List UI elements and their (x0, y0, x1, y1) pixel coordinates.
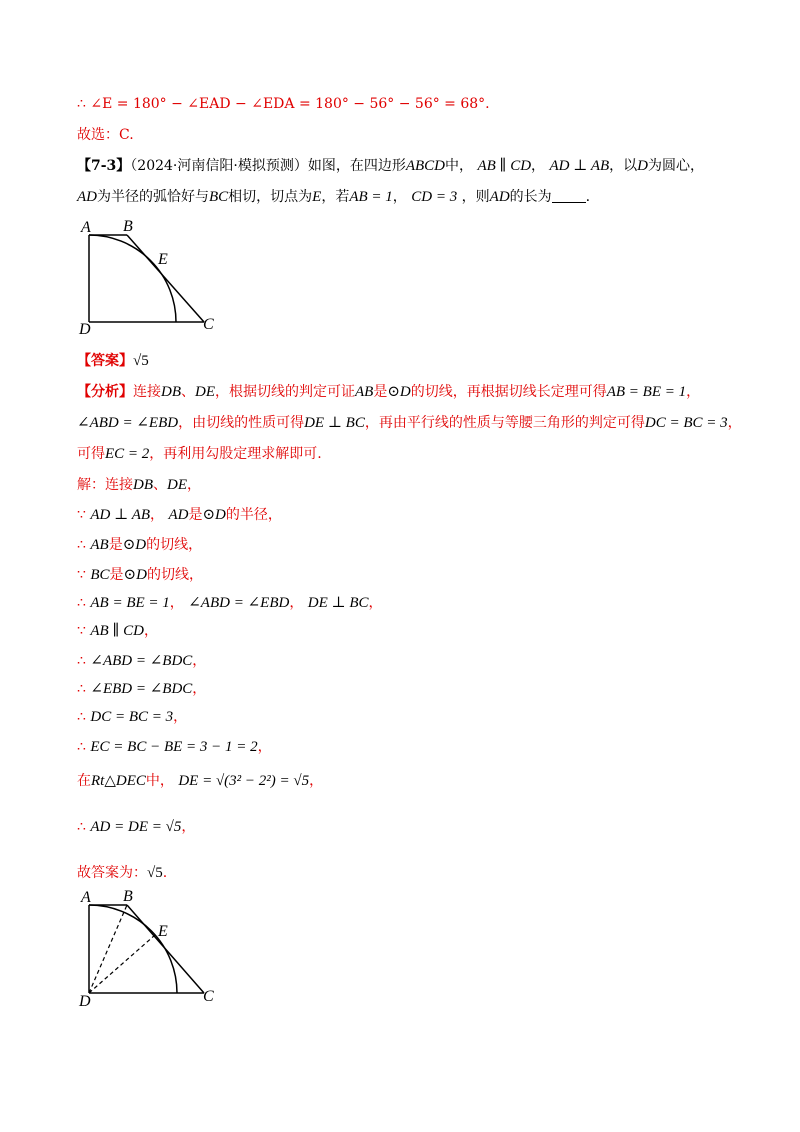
problem-text: 中， (445, 158, 473, 174)
label-c: C (203, 988, 214, 1005)
math-ab-value: AB = 1 (349, 189, 393, 205)
math-eq: AB = BE = 1 (90, 595, 170, 611)
solution-text: ， (187, 477, 201, 493)
math-cd-value: CD = 3 (411, 189, 458, 205)
because-symbol: ∵ (77, 567, 86, 583)
answer-value: √5 (133, 353, 149, 369)
because-symbol: ∵ (77, 623, 86, 639)
therefore-symbol: ∴ (77, 537, 86, 553)
conclusion-text: ∴ ∠E = 180° − ∠EAD − ∠EDA = 180° − 56° − 56° = 68°. (77, 96, 490, 112)
segment-de (89, 935, 155, 993)
solution-text: ， (181, 819, 196, 835)
answer-tag: 【答案】 (77, 353, 133, 369)
arc (89, 905, 177, 993)
answer-blank (552, 188, 586, 203)
therefore-symbol: ∴ (77, 709, 86, 725)
math-circle-d: ⊙D (387, 384, 411, 400)
solution-text: 、 (153, 477, 167, 493)
solution-text: ， (143, 623, 158, 639)
choice-line (77, 124, 134, 146)
solution-line-3 (77, 534, 202, 556)
side-bc (127, 235, 204, 322)
problem-source: （2024·河南信阳·模拟预测） (130, 158, 308, 174)
label-e: E (158, 923, 168, 940)
analysis-text: ，再利用勾股定理求解即可. (149, 446, 322, 462)
problem-tag: 【7-3】 (77, 158, 131, 174)
segment-db (89, 905, 127, 993)
solution-text: ， (169, 595, 184, 611)
math-parallel: AB ∥ CD (90, 623, 144, 639)
solution-line-1 (77, 474, 201, 496)
solution-line-4 (77, 564, 203, 586)
math-ab: AB (90, 537, 109, 553)
problem-line-2 (77, 186, 590, 208)
math-abcd: ABCD (405, 158, 445, 174)
label-d: D (79, 321, 91, 338)
math-eq: EC = BC − BE = 3 − 1 = 2 (90, 739, 258, 755)
figure-1 (76, 216, 226, 338)
solution-text: ， (150, 507, 165, 523)
problem-text: 相切，切点为 (228, 189, 313, 205)
math-parallel: AB ∥ CD (477, 158, 532, 174)
analysis-line-2 (77, 412, 742, 434)
analysis-text: ， (686, 384, 701, 400)
math-bc: BC (90, 567, 110, 583)
figure-2 (76, 886, 226, 1010)
solution-text: 是 (109, 567, 124, 583)
math-perp: DE ⊥ BC (307, 595, 369, 611)
solution-line-9 (77, 706, 187, 728)
solution-text: ， (289, 595, 304, 611)
math-circle-d: ⊙D (202, 507, 226, 523)
math-eq: DC = BC = 3 (644, 415, 728, 431)
solution-text: 是 (108, 537, 123, 553)
solution-text: ， (368, 595, 383, 611)
analysis-tag: 【分析】 (77, 384, 133, 400)
solution-text: 的切线， (146, 537, 203, 553)
math-de: DE (195, 384, 215, 400)
analysis-text: 、 (181, 384, 195, 400)
solution-text: ， (192, 681, 207, 697)
conclusion-line (77, 93, 490, 115)
solution-text: 解：连接 (77, 477, 133, 493)
solution-line-5 (77, 592, 383, 614)
math-ad: AD (489, 189, 510, 205)
solution-line-7 (77, 650, 206, 672)
final-answer-line (77, 862, 167, 884)
label-e: E (158, 251, 168, 268)
analysis-line-1 (77, 381, 700, 403)
label-b: B (123, 888, 133, 905)
math-eq: ∠EBD = ∠BDC (90, 681, 193, 697)
therefore-symbol: ∴ (77, 595, 86, 611)
problem-text: 为圆心， (648, 158, 704, 174)
math-eq: DC = BC = 3 (90, 709, 174, 725)
math-eq: AD = DE = √5 (90, 819, 182, 835)
math-eq: AB = BE = 1 (606, 384, 687, 400)
problem-text: 的长为 (509, 189, 552, 205)
problem-text: 如图，在四边形 (307, 158, 406, 174)
math-perp: DE ⊥ BC (304, 415, 365, 431)
analysis-text: 是 (373, 384, 388, 400)
math-circle-d: ⊙D (122, 537, 147, 553)
math-d: D (637, 158, 648, 174)
analysis-text: 的切线，再根据切线长定理可得 (410, 384, 607, 400)
solution-line-2 (77, 504, 282, 526)
final-answer-value: √5 (147, 865, 163, 881)
problem-text: ，则 (461, 189, 490, 205)
math-ab: AB (355, 384, 374, 400)
math-db: DB (161, 384, 181, 400)
solution-text: 中， (145, 773, 174, 789)
problem-text: 为半径的弧恰好与 (97, 189, 209, 205)
math-eq: DE = √(3² − 2²) = √5 (178, 773, 310, 789)
therefore-symbol: ∴ (77, 681, 86, 697)
solution-text: ， (309, 773, 324, 789)
problem-text: ，若 (321, 189, 350, 205)
solution-line-11 (77, 770, 323, 792)
label-a: A (81, 219, 91, 236)
label-a: A (81, 889, 91, 906)
math-eq: ∠ABD = ∠EBD (77, 415, 179, 431)
analysis-text: ，根据切线的判定可证 (215, 384, 355, 400)
math-e: E (312, 189, 322, 205)
analysis-text: 可得 (77, 446, 105, 462)
solution-text: ， (192, 653, 207, 669)
label-b: B (123, 218, 133, 235)
analysis-line-3 (77, 443, 322, 465)
math-eq: EC = 2 (105, 446, 150, 462)
math-triangle: Rt△DEC (91, 773, 146, 789)
math-de: DE (167, 477, 187, 493)
analysis-text: ， (727, 415, 742, 431)
because-symbol: ∵ (77, 507, 86, 523)
analysis-text: ，再由平行线的性质与等腰三角形的判定可得 (364, 415, 645, 431)
final-answer-text: . (162, 865, 168, 881)
solution-line-6 (77, 620, 158, 642)
arc (89, 235, 176, 322)
solution-text: 的切线， (146, 567, 203, 583)
answer-line (77, 350, 149, 372)
label-d: D (79, 993, 91, 1010)
final-answer-text: 故答案为： (77, 865, 147, 881)
solution-line-8 (77, 678, 206, 700)
math-ad: AD (168, 507, 189, 523)
math-eq: ∠ABD = ∠BDC (90, 653, 193, 669)
solution-text: 是 (188, 507, 203, 523)
label-c: C (203, 316, 214, 333)
solution-text: 的半径， (225, 507, 282, 523)
math-perp: AD ⊥ AB (90, 507, 151, 523)
solution-line-12 (77, 816, 195, 838)
math-eq: ∠ABD = ∠EBD (188, 595, 290, 611)
math-ad: AD (77, 189, 97, 205)
problem-text: ，以 (609, 158, 638, 174)
problem-text: . (585, 189, 591, 205)
therefore-symbol: ∴ (77, 739, 86, 755)
math-bc: BC (209, 189, 229, 205)
problem-text: ， (392, 189, 407, 205)
analysis-text: 连接 (133, 384, 161, 400)
therefore-symbol: ∴ (77, 653, 86, 669)
math-circle-d: ⊙D (123, 567, 147, 583)
solution-line-10 (77, 736, 272, 758)
problem-text: ， (531, 158, 546, 174)
math-db: DB (133, 477, 153, 493)
analysis-text: ，由切线的性质可得 (178, 415, 305, 431)
therefore-symbol: ∴ (77, 819, 86, 835)
solution-text: ， (257, 739, 272, 755)
solution-text: 在 (77, 773, 91, 789)
problem-line-1 (77, 155, 704, 177)
choice-text: 故选：C. (77, 127, 134, 143)
solution-text: ， (173, 709, 188, 725)
math-perp: AD ⊥ AB (549, 158, 610, 174)
